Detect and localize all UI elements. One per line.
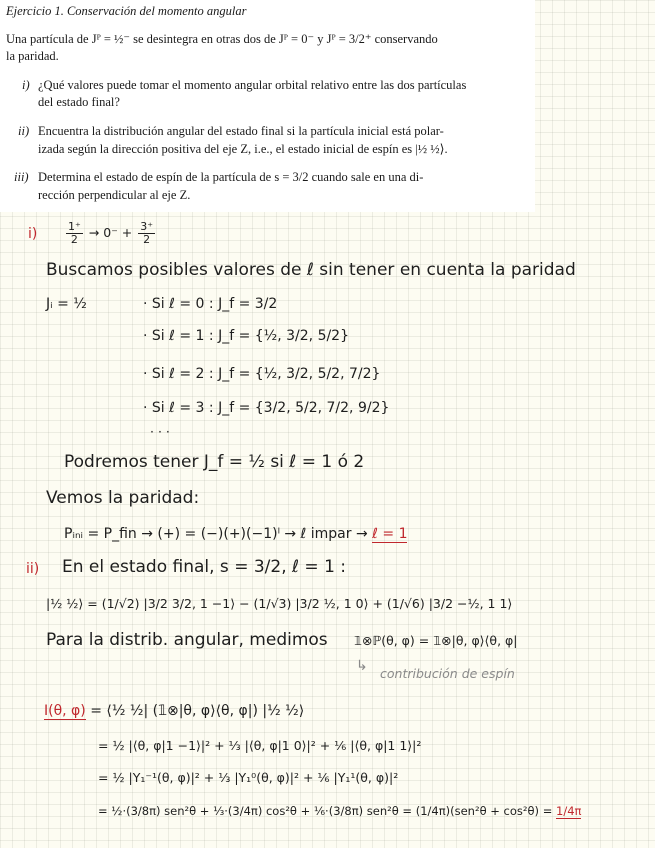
final-state-line: En el estado final, s = 3/2, ℓ = 1 : [62, 557, 347, 577]
podremos-line: Podremos tener J_f = ½ si ℓ = 1 ó 2 [64, 452, 365, 472]
question-3-number: iii) [14, 170, 29, 184]
reaction-arrow: → [88, 225, 100, 240]
case-l0: · Si ℓ = 0 : J_f = 3/2 [143, 296, 278, 312]
intensity-definition [44, 703, 304, 719]
question-1-number: i) [22, 78, 30, 92]
final-result: 1/4π [556, 804, 582, 818]
spin-contribution-note: contribución de espín [380, 666, 515, 681]
question-2-line-1: Encuentra la distribución angular del estado final si la partícula inicial está polar- [38, 124, 444, 138]
part-ii-label: ii) [26, 561, 40, 577]
reaction-middle: 0⁻ + [103, 225, 133, 240]
question-1-line-2: del estado final? [38, 95, 120, 109]
distrib-line: Para la distrib. angular, medimos [46, 630, 328, 650]
state-expansion: |½ ½⟩ = (1/√2) |3/2 3/2, 1 −1⟩ − (1/√3) |3/2 ½, 1 0⟩ + (1/√6) |3/2 −½, 1 1⟩ [46, 596, 513, 611]
distrib-operator: 𝟙⊗ℙ(θ, φ) = 𝟙⊗|θ, φ⟩⟨θ, φ| [354, 633, 518, 648]
exercise-title: Ejercicio 1. Conservación del momento angular [6, 4, 247, 18]
ellipsis: · · · [150, 424, 170, 439]
equation-line-3-text: = ½·(3/8π) sen²θ + ⅓·(3/4π) cos²θ + ⅙·(3/8π) sen²θ = (1/4π)(sen²θ + cos²θ) = [98, 804, 553, 818]
case-l2: · Si ℓ = 2 : J_f = {½, 3/2, 5/2, 7/2} [143, 366, 381, 382]
note-arrow: ↳ [356, 658, 368, 674]
question-2-line-2: izada según la dirección positiva del eje Z, i.e., el estado inicial de espín es |½ ½⟩. [38, 142, 448, 156]
intensity-expression: = ⟨½ ½| (𝟙⊗|θ, φ⟩⟨θ, φ|) |½ ½⟩ [90, 703, 305, 719]
decay-reaction [64, 221, 157, 246]
vemos-line: Vemos la paridad: [46, 488, 200, 508]
intensity-label: I(θ, φ) [44, 703, 86, 719]
intro-line-2: la paridad. [6, 49, 59, 63]
intro-line-1: Una partícula de Jᴾ = ½⁻ se desintegra en otras dos de Jᴾ = 0⁻ y Jᴾ = 3/2⁺ conservando [6, 32, 438, 46]
question-3-line-1: Determina el estado de espín de la partícula de s = 3/2 cuando sale en una di- [38, 170, 424, 184]
case-l3: · Si ℓ = 3 : J_f = {3/2, 5/2, 7/2, 9/2} [143, 400, 390, 416]
question-1-line-1: ¿Qué valores puede tomar el momento angular orbital relativo entre las dos partículas [38, 78, 467, 92]
initial-j: Jᵢ = ½ [46, 296, 87, 312]
initial-spin-fraction: $\frac{1^+}{2}$ [68, 220, 81, 246]
case-l1: · Si ℓ = 1 : J_f = {½, 3/2, 5/2} [143, 328, 350, 344]
parity-text: Pᵢₙᵢ = P_fin → (+) = (−)(+)(−1)ˡ → ℓ impar → [64, 526, 368, 542]
problem-statement [0, 0, 535, 212]
parity-line [64, 526, 407, 542]
equation-line-2: = ½ |Y₁⁻¹(θ, φ)|² + ⅓ |Y₁⁰(θ, φ)|² + ⅙ |Y₁¹(θ, φ)|² [98, 770, 399, 785]
question-3-line-2: rección perpendicular al eje Z. [38, 188, 191, 202]
parity-result: ℓ = 1 [372, 526, 408, 542]
equation-line-3 [98, 804, 581, 818]
part-i-label: i) [28, 226, 38, 242]
equation-line-1: = ½ |⟨θ, φ|1 −1⟩|² + ⅓ |⟨θ, φ|1 0⟩|² + ⅙ |⟨θ, φ|1 1⟩|² [98, 738, 422, 753]
final-spin-fraction: $\frac{3^+}{2}$ [140, 220, 154, 246]
question-2-number: ii) [18, 124, 30, 138]
buscamos-line: Buscamos posibles valores de ℓ sin tener en cuenta la paridad [46, 260, 576, 280]
